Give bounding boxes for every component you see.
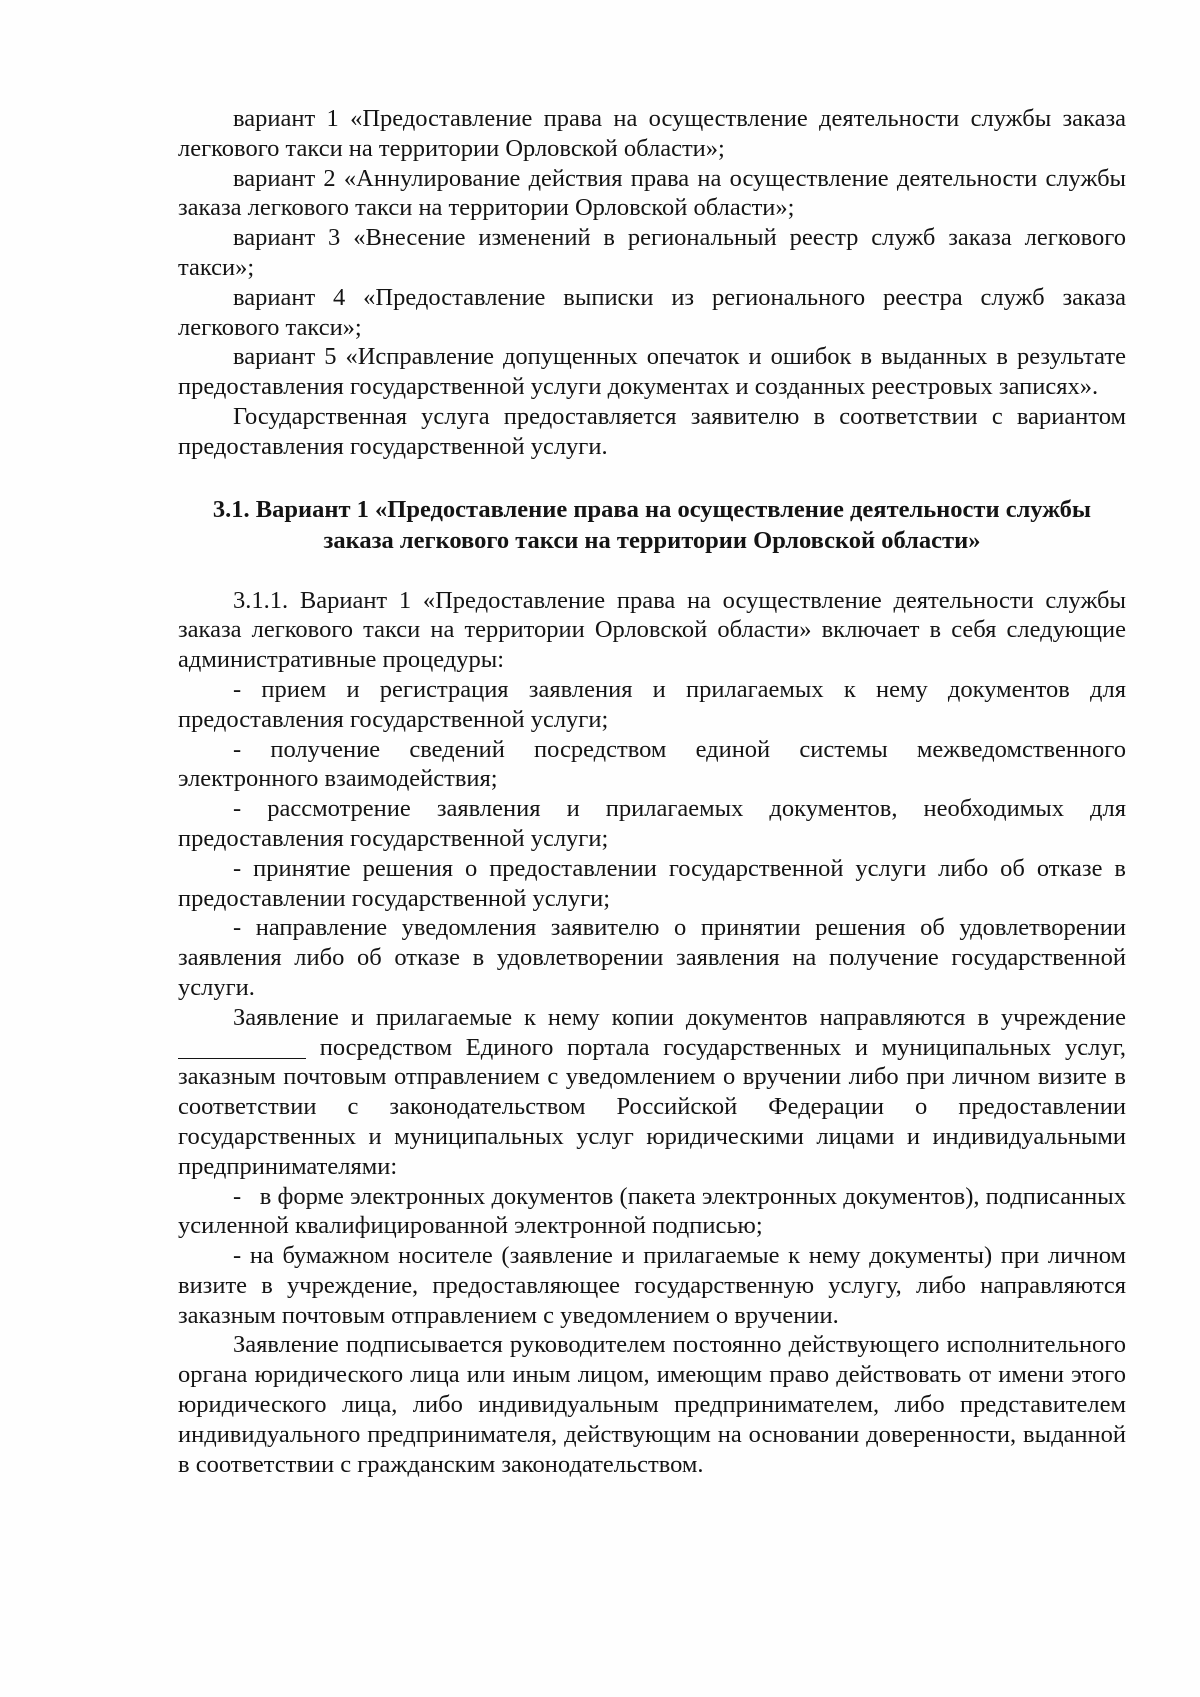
signature-paragraph: Заявление подписывается руководителем постоянно действующего исполнительного органа юридического лица или иным лицом, имеющим право действовать от имени этого юридического лица, либо индивидуальным предпринимателем, либо представителем индивидуального предпринимателя, действующим на основании доверенности, выданной в соответствии с гражданским законодательством. <box>178 1331 1126 1478</box>
variant-5-item: вариант 5 «Исправление допущенных опечаток и ошибок в выданных в результате предоставления государственной услуги документах и созданных реестровых записях». <box>178 343 1126 401</box>
submission-text-before-blank: Заявление и прилагаемые к нему копии документов направляются в учреждение <box>233 1003 1126 1031</box>
variant-3-item: вариант 3 «Внесение изменений в региональный реестр служб заказа легкового такси»; <box>178 224 1126 281</box>
procedure-item: - направление уведомления заявителю о принятии решения об удовлетворении заявления либо об отказе в удовлетворении заявления на получение государственной услуги. <box>178 914 1126 1001</box>
electronic-form-item: - в форме электронных документов (пакета электронных документов), подписанных усиленной квалифицированной электронной подписью; <box>178 1182 1133 1240</box>
service-variant-paragraph: Государственная услуга предоставляется заявителю в соответствии с вариантом предоставления государственной услуги. <box>178 402 1126 460</box>
procedure-item: - получение сведений посредством единой системы межведомственного электронного взаимодействия; <box>178 735 1126 793</box>
blank-fill-line <box>178 1033 306 1059</box>
procedure-item: - прием и регистрация заявления и прилагаемых к нему документов для предоставления государственной услуги; <box>178 675 1126 733</box>
spacer <box>178 556 1126 586</box>
variant-2-item: вариант 2 «Аннулирование действия права на осуществление деятельности службы заказа легкового такси на территории Орловской области»; <box>178 164 1126 222</box>
submission-paragraph <box>178 1003 1126 1182</box>
paper-form-item: - на бумажном носителе (заявление и прилагаемые к нему документы) при личном визите в учреждение, предоставляющее государственную услугу, либо направляются заказным почтовым отправлением с уведомлением о вручении. <box>178 1242 1126 1329</box>
procedures-intro-paragraph: 3.1.1. Вариант 1 «Предоставление права на осуществление деятельности службы заказа легкового такси на территории Орловской области» включает в себя следующие административные процедуры: <box>178 586 1126 674</box>
spacer <box>178 462 1126 494</box>
section-heading: 3.1. Вариант 1 «Предоставление права на осуществление деятельности службы заказа легкового такси на территории Орловской области» <box>212 495 1092 554</box>
document-body <box>178 104 1133 1479</box>
procedure-item: - рассмотрение заявления и прилагаемых документов, необходимых для предоставления государственной услуги; <box>178 795 1126 852</box>
procedure-item: - принятие решения о предоставлении государственной услуги либо об отказе в предоставлении государственной услуги; <box>178 854 1126 912</box>
submission-text-after-blank: посредством Единого портала государственных и муниципальных услуг, заказным почтовым отправлением с уведомлением о вручении либо при личном визите в соответствии с законодательством Российской Федерации о предоставлении государственных и муниципальных услуг юридическими лицами и индивидуальными предпринимателями: <box>178 1033 1127 1180</box>
variant-1-item: вариант 1 «Предоставление права на осуществление деятельности службы заказа легкового такси на территории Орловской области»; <box>178 105 1126 162</box>
variant-4-item: вариант 4 «Предоставление выписки из регионального реестра служб заказа легкового такси»; <box>178 283 1126 341</box>
